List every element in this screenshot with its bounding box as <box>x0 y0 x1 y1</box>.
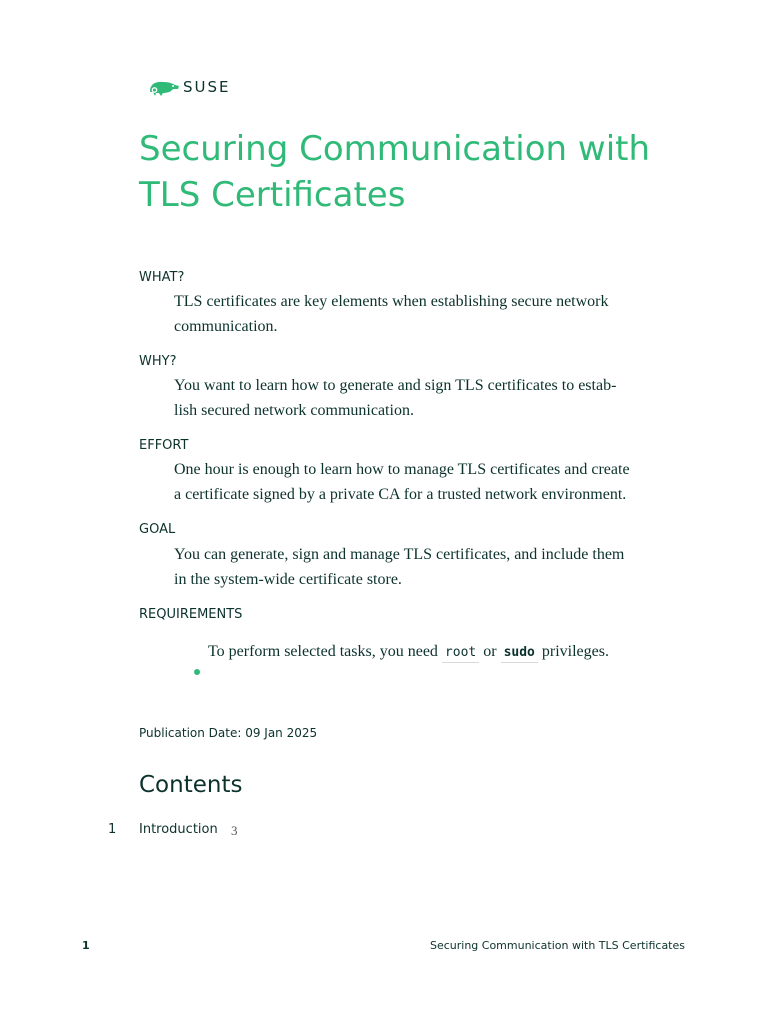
title-line: TLS Certificates <box>139 175 406 215</box>
toc-item-page: 3 <box>231 823 238 838</box>
toc-item-introduction[interactable]: Introduction <box>139 822 218 837</box>
definition-line: One hour is enough to learn how to manage TLS certificates and create <box>174 461 630 478</box>
publication-date: Publication Date: 09 Jan 2025 <box>139 726 318 740</box>
definition-line: TLS certificates are key elements when establishing secure network <box>174 293 609 310</box>
what-definition <box>174 290 694 339</box>
requirement-text: or <box>483 643 497 660</box>
effort-term: EFFORT <box>139 438 189 453</box>
definition-line: a certificate signed by a private CA for a trusted network environment. <box>174 485 627 503</box>
definition-line: lish secured network communication. <box>174 401 414 419</box>
effort-definition <box>174 458 694 507</box>
definition-line: You can generate, sign and manage TLS certificates, and include them <box>174 546 625 563</box>
toc-item-number: 1 <box>108 822 117 837</box>
suse-logo <box>148 76 231 98</box>
why-definition <box>174 374 694 423</box>
requirement-text: privileges. <box>541 643 609 660</box>
requirements-term: REQUIREMENTS <box>139 607 243 622</box>
definition-line: You want to learn how to generate and sign TLS certificates to estab- <box>174 377 617 394</box>
definition-line: in the system-wide certificate store. <box>174 570 402 588</box>
title-line: Securing Communication with <box>139 129 651 169</box>
requirement-text: To perform selected tasks, you need <box>208 643 438 660</box>
footer-page-number: 1 <box>82 939 90 952</box>
root-code: root <box>442 645 479 663</box>
sudo-code: sudo <box>501 645 538 663</box>
requirements-item <box>208 643 609 661</box>
definition-line: communication. <box>174 317 278 335</box>
footer-title: Securing Communication with TLS Certificates <box>429 939 685 952</box>
contents-heading: Contents <box>139 772 243 798</box>
goal-term: GOAL <box>139 522 176 537</box>
bullet-icon <box>194 669 200 675</box>
what-term: WHAT? <box>139 270 185 285</box>
document-title <box>139 126 699 218</box>
why-term: WHY? <box>139 354 177 369</box>
goal-definition <box>174 543 694 592</box>
chameleon-logo-icon <box>148 77 180 97</box>
brand-wordmark: SUSE <box>183 78 231 96</box>
